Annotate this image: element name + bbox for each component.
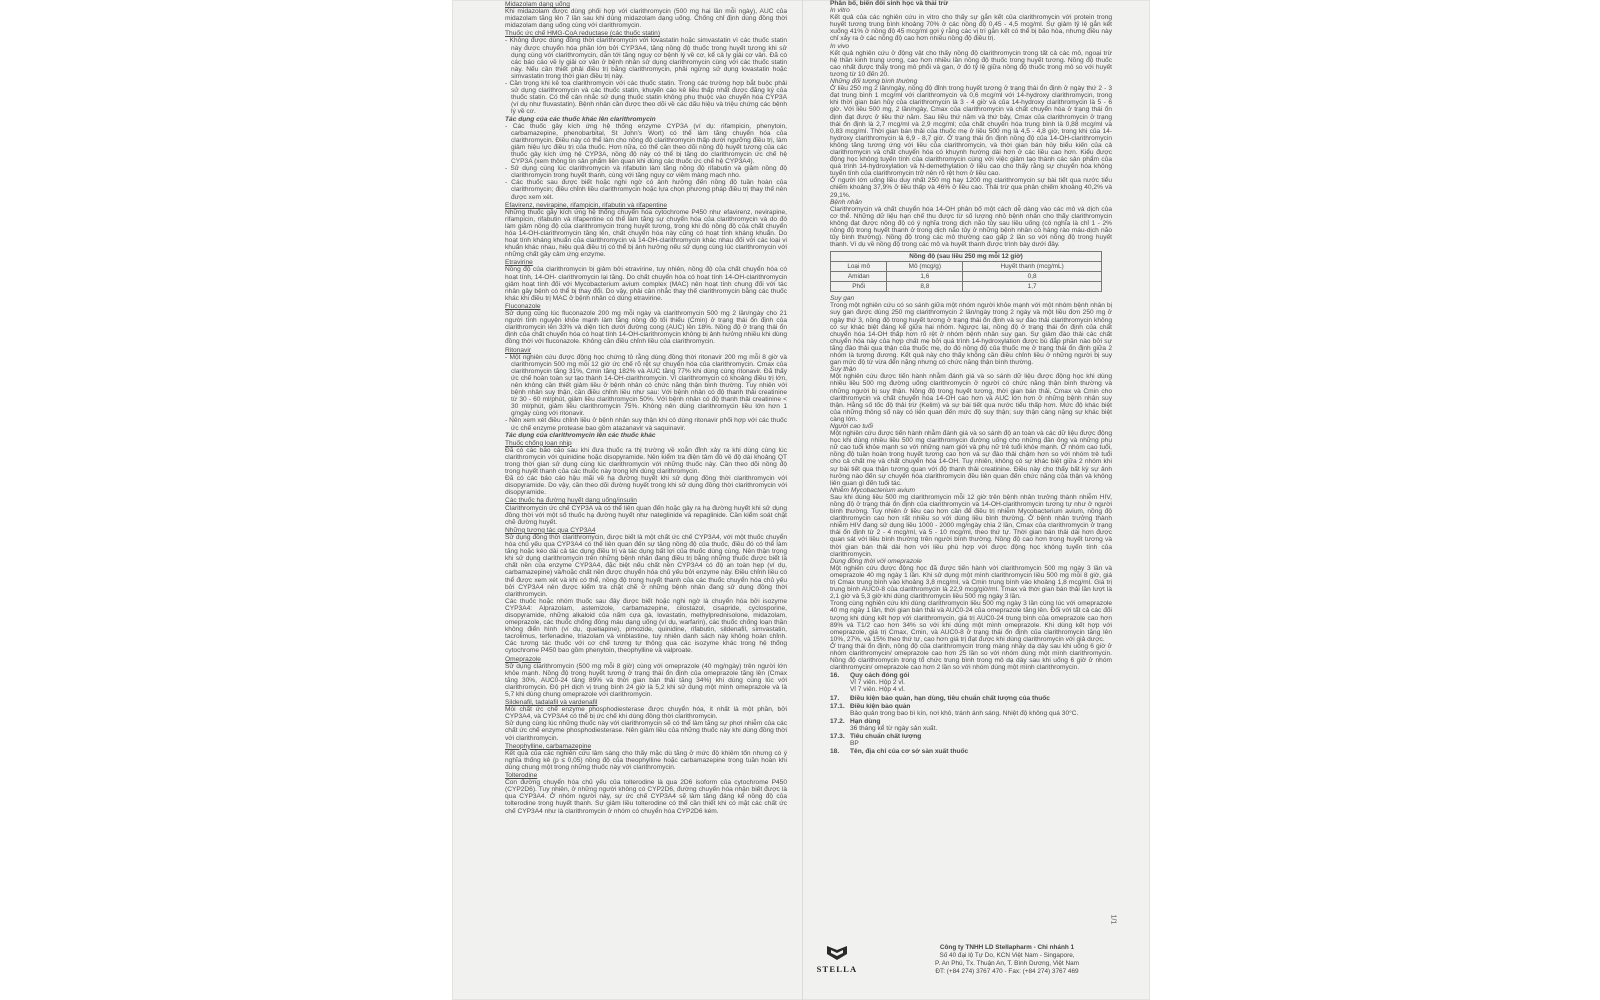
numbered-section-heading	[830, 718, 1112, 725]
company-name: Công ty TNHH LD Stellapharm - Chi nhánh 1	[939, 944, 1075, 951]
paragraph: Một nghiên cứu được tiến hành nhằm đánh giá và so sánh độ an toàn và các dữ liệu được động học khi dùng nhiều liều 500 mg clarithromycin đường uống cho những đàn ông và những phụ nữ cao tuổi khỏe mạnh so với những nam giới và phụ nữ trẻ tuổi khỏe mạnh. Ở nhóm cao tuổi, nồng độ tuần hoàn trong huyết tương cao hơn và sự đào thải chậm hơn so với nhóm trẻ tuổi cho cả chất mẹ và chất chuyển hóa 14-OH. Tuy nhiên, không có sự khác biệt giữa 2 nhóm khi sự bài tiết qua thận tương quan với độ thanh thải creatinine. Điều này cho thấy bất kỳ sự ảnh hưởng nào đến sự chuyển hóa clarithromycin đều liên quan đến chức năng của thận và không liên quan gì đến tuổi tác.	[830, 430, 1112, 487]
subheading: In vivo	[830, 42, 850, 50]
section-heading: Omeprazole	[505, 655, 541, 663]
section-title: Điều kiện bảo quản	[850, 702, 911, 710]
paragraph: Những thuốc gây kích ứng hệ thống chuyển hóa cytochrome P450 như efavirenz, nevirapine, rifampicin, rifabutin và rifapentine có thể làm tăng sự chuyển hóa của clarithromycin và do đó làm giảm nồng độ của clarithromycin trong huyết tương, trong khi đó nồng độ của chất chuyển hóa 14-OH-clarithromycin tăng lên, chất chuyển hóa này cũng có hoạt tính kháng khuẩn. Do hoạt tính kháng khuẩn của clarithromycin và 14-OH-clarithromycin khác nhau đối với các loại vi khuẩn khác nhau, hiệu quả điều trị có thể bị ảnh hưởng nếu sử dụng cùng lúc clarithromycin với những chất gây cảm ứng enzyme.	[505, 208, 787, 259]
table-cell: 1,7	[963, 282, 1102, 292]
paragraph: Một nghiên cứu được tiến hành nhằm đánh giá và so sánh dữ liệu được động học khi dùng nhiều liều 500 mg đường uống clarithromycin ở người có chức năng thận bình thường và những người bị suy thận. Nồng độ trong huyết tương, thời gian bán thải, Cmax và Cmin cho clarithromycin và chất chuyển hóa 14-OH cao hơn và AUC lớn hơn ở những bệnh nhân suy thận. Hằng số tốc độ thải trừ (Kelim) và sự bài tiết qua nước tiểu thấp hơn. Mức độ khác biệt của những thông số này có liên quan đến mức độ suy thận; suy thận càng nặng sự khác biệt càng lớn.	[830, 373, 1112, 423]
paragraph: Khi midazolam được dùng phối hợp với clarithromycin (500 mg hai lần mỗi ngày), AUC của midazolam tăng lên 7 lần sau khi dùng midazolam dạng uống. Chống chỉ định dùng đồng thời midazolam dạng uống cùng với clarithromycin.	[505, 8, 787, 30]
bullet-paragraph: - Cần trọng khi kê toa clarithromycin với các thuốc statin. Trong các trường hợp bắt buộc phải sử dụng clarithromycin và các thuốc statin, khuyến cáo kê liều thấp nhất được đăng ký của thuốc statin. Có thể cân nhắc sử dụng thuốc statin không phụ thuộc vào chuyển hóa CYP3A (ví dụ như fluvastatin). Bệnh nhân cần được theo dõi về các dấu hiệu và triệu chứng các bệnh lý về cơ.	[505, 80, 787, 116]
company-address-line: P. An Phú, Tx. Thuận An, T. Bình Dương, Việt Nam	[935, 960, 1079, 967]
section-number: 18.	[830, 748, 840, 756]
paragraph: Sử dụng clarithromycin (500 mg mỗi 8 giờ) cùng với omeprazole (40 mg/ngày) trên người lớn khỏe mạnh. Nồng độ trong huyết tương ở trạng thái ổn định của omeprazole tăng lên (Cmax tăng 30%, AUC0-24 tăng 89% và thời gian bán thải tăng 34%) khi dùng cùng lúc với clarithromycin. Độ pH dịch vị trung bình 24 giờ là 5,2 khi sử dụng một mình omeprazole và là 5,7 khi dùng chung omeprazole với clarithromycin.	[505, 662, 787, 698]
bullet-paragraph: - Không được dùng đồng thời clarithromycin với lovastatin hoặc simvastatin vì các thuốc statin này được chuyển hóa phần lớn bởi CYP3A4, tăng nồng độ thuốc trong huyết tương khi sử dụng cùng với clarithromycin, dẫn tới tăng nguy cơ bệnh lý về cơ, kể cả ly giải cơ vân. Đã có các báo cáo về ly giải cơ vân ở bệnh nhân sử dụng clarithromycin cùng với các thuốc statin này. Nếu cần thiết phải điều trị bằng clarithromycin, phải ngừng sử dụng lovastatin hoặc simvastatin trong thời gian điều trị này.	[505, 37, 787, 80]
table-title: Nồng độ (sau liều 250 mg mỗi 12 giờ)	[831, 252, 1102, 262]
manufacturer-footer	[812, 944, 1142, 990]
section-heading: Etravirine	[505, 259, 533, 267]
section-heading: Các thuốc hạ đường huyết dạng uống/insulin	[505, 497, 637, 505]
bullet-paragraph: - Các thuốc sau được biết hoặc nghi ngờ có ảnh hưởng đến nồng độ tuần hoàn của clarithromycin; điều chỉnh liều clarithromycin hoặc lựa chọn phương pháp điều trị thay thế nên được xem xét.	[505, 179, 787, 201]
page-number: 1/1	[1109, 914, 1117, 925]
bullet-paragraph: - Sử dụng cùng lúc clarithromycin và rifabutin làm tăng nồng độ rifabutin và giảm nồng độ clarithromycin trong huyết thanh, cùng với tăng nguy cơ viêm màng mạch nho.	[505, 165, 787, 180]
concentration-table	[830, 251, 1102, 292]
paragraph: Sau khi dùng liều 500 mg clarithromycin mỗi 12 giờ trên bệnh nhân trưởng thành nhiễm HIV, nồng độ ở trạng thái ổn định của clarithromycin và 14-OH-clarithromycin tương tự như ở người bình thường. Tuy nhiên ở liều cao hơn cần để điều trị nhiễm Mycobacterium avium, nồng độ clarithromycin cao hơn rất nhiều so với dùng liều bình thường. Ở bệnh nhân trưởng thành nhiễm HIV đang sử dụng liều 1000 - 2000 mg/ngày chia 2 lần, Cmax của clarithromycin ở trạng thái ổn định từ 2 - 4 mcg/ml, và 5 - 10 mcg/ml, theo thứ tự. Thời gian bán thải dài hơn được quan sát với liều bình thường trên người bình thường. Nồng độ cao hơn trong huyết tương và thời gian bán thải dài hơn với liều phù hợp với được động học không tuyến tính của clarithromycin.	[830, 493, 1112, 558]
section-heading: Tác dụng của clarithromycin lên các thuốc khác	[505, 431, 656, 439]
table-cell: 0,8	[963, 272, 1102, 282]
paragraph: Clarithromycin và chất chuyển hóa 14-OH phân bố một cách dễ dàng vào các mô và dịch của cơ thể. Những dữ liệu hạn chế thu được từ số lượng nhỏ bệnh nhân cho thấy clarithromycin không đạt được nồng độ có ý nghĩa trong dịch não tủy sau liều uống (có nghĩa là chỉ 1 - 2% nồng độ trong huyết thanh ở trong dịch não tủy ở những bệnh nhân có hàng rào máu-dịch não tủy bình thường). Nồng độ trong các mô thường cao gấp 2 lần so với nồng độ trong huyết thanh. Ví dụ về nồng độ trong các mô và huyết thanh được trình bày dưới đây.	[830, 205, 1112, 249]
bullet-paragraph: - Nên xem xét điều chỉnh liều ở bệnh nhân suy thận khi có dùng ritonavir phối hợp với các thuốc ức chế enzyme protease bao gồm atazanavir và saquinavir.	[505, 417, 787, 432]
section-heading: Thuốc chống loạn nhịp	[505, 439, 572, 447]
section-heading: Fluconazole	[505, 302, 541, 310]
section-number: 17.	[830, 694, 840, 702]
subheading: Dùng đồng thời với omeprazole	[830, 557, 922, 565]
paragraph: Con đường chuyển hóa chủ yếu của tolterodine là qua 2D6 isoform của cytochrome P450 (CYP2D6). Tuy nhiên, ở những người không có CYP2D6, đường chuyển hóa nhận biết được là qua CYP3A4. Ở nhóm người này, sự ức chế CYP3A4 sẽ làm tăng đáng kể nồng độ của tolterodine trong huyết thanh. Sự giảm liều tolterodine có thể cần thiết khi có mặt các chất ức chế CYP3A4 như là clarithromycin ở nhóm có chuyển hóa CYP2D6 kém.	[505, 779, 787, 815]
section-number: 17.2.	[830, 717, 845, 725]
numbered-section-heading	[830, 695, 1112, 702]
paragraph: Sử dụng cùng lúc những thuốc này với clarithromycin sẽ có thể làm tăng sự phơi nhiễm của các chất ức chế enzyme phosphodiesterase. Nên giảm liều của những thuốc này khi dùng đồng thời với clarithromycin.	[505, 720, 787, 742]
bullet-paragraph: - Một nghiên cứu được động học chứng tỏ rằng dùng đồng thời ritonavir 200 mg mỗi 8 giờ và clarithromycin 500 mg mỗi 12 giờ ức chế rõ rệt sự chuyển hóa của clarithromycin. Cmax của clarithromycin tăng 31%, Cmin tăng 182% và AUC tăng 77% khi dùng cùng ritonavir. Đã thấy ức chế hoàn toàn sự tạo thành 14-OH-clarithromycin. Vì clarithromycin có khoảng điều trị lớn, nên không cần thiết giảm liều ở bệnh nhân có chức năng thận bình thường. Tuy nhiên với bệnh nhân suy thận, cần điều chỉnh liều như sau: Với bệnh nhân có độ thanh thải creatinine từ 30 - 60 ml/phút, giảm liều clarithromycin 50%. Với bệnh nhân có độ thanh thải creatinine < 30 ml/phút, giảm liều clarithromycin 75%. Không nên dùng clarithromycin liều lớn hơn 1 g/ngày cùng với ritonavir.	[505, 353, 787, 418]
table-cell: Amidan	[831, 272, 887, 282]
subheading: In vitro	[830, 7, 850, 15]
section-title: Quy cách đóng gói	[850, 672, 910, 680]
paragraph: Kết quả của các nghiên cứu lâm sàng cho thấy mặc dù tăng ở mức độ khiêm tốn nhưng có ý nghĩa thống kê (p ≤ 0,05) nồng độ của theophylline hoặc carbamazepine trong tuần hoàn khi dùng chung một trong những thuốc này với clarithromycin.	[505, 749, 787, 771]
table-cell: Phổi	[831, 282, 887, 292]
numbered-section-heading	[830, 703, 1112, 710]
paragraph: Sử dụng cùng lúc fluconazole 200 mg mỗi ngày và clarithromycin 500 mg 2 lần/ngày cho 21 người tình nguyện khỏe mạnh làm tăng nồng độ tối thiểu (Cmin) ở trạng thái ổn định của clarithromycin lên 33% và diện tích dưới đường cong (AUC) lên 18%. Nồng độ ở trạng thái ổn định của chất chuyển hóa có hoạt tính 14-OH-clarithromycin không bị ảnh hưởng nhiều khi dùng đồng thời với fluconazole. Không cần điều chỉnh liều của clarithromycin.	[505, 310, 787, 346]
paragraph: Đã có các báo cáo sau khi đưa thuốc ra thị trường về xoắn đỉnh xảy ra khi dùng cùng lúc clarithromycin với quinidine hoặc disopyramide. Nên kiểm tra điện tâm đồ về độ dài khoảng QT trong thời gian sử dụng cùng lúc clarithromycin với những thuốc này. Cần theo dõi nồng độ trong huyết thanh của các thuốc này trong khi dùng clarithromycin.	[505, 446, 787, 476]
stella-logo	[812, 944, 862, 974]
paragraph: Ở trạng thái ổn định, nồng độ của clarithromycin trong màng nhầy dạ dày sau khi uống 6 giờ ở nhóm clarithromycin/ omeprazole cao hơn 25 lần so với nhóm dùng một mình clarithromycin. Nồng độ clarithromycin trong tổ chức trung bình trong mô dạ dày sau khi uống 6 giờ ở nhóm clarithromycin/ omeprazole cao hơn 2 lần so với nhóm dùng một mình clarithromycin.	[830, 642, 1112, 672]
company-info	[892, 944, 1122, 976]
section-heading: Phân bố, biến đổi sinh học và thải trừ	[830, 0, 948, 7]
section-title: Tiêu chuẩn chất lượng	[850, 733, 922, 740]
section-heading: Sildenafil, tadalafil và vardenafil	[505, 699, 598, 707]
section-line: Vỉ 7 viên. Hộp 2 vỉ.	[850, 679, 905, 687]
paragraph: Sử dụng đồng thời clarithromycin, được biết là một chất ức chế CYP3A4, với một thuốc chuyển hóa chủ yếu qua CYP3A4 có thể liên quan đến sự tăng nồng độ của thuốc, điều đó có thể làm tăng hoặc kéo dài cả tác dụng điều trị và tác dụng bất lợi của thuốc dùng cùng. Nên thận trọng khi sử dụng clarithromycin trên những bệnh nhân đang điều trị bằng những thuốc được biết là chất nền của enzyme CYP3A4, đặc biệt nếu chất nền CYP3A4 có độ an toàn hẹp (ví dụ, carbamazepine) và/hoặc chất nền được chuyển hóa chủ yếu bởi enzyme này. Điều chỉnh liều có thể được xem xét và khi có thể, nồng độ trong huyết thanh của các thuốc chuyển hóa chủ yếu bởi CYP3A4 nên được kiểm tra chặt chẽ ở những bệnh nhân đang sử dụng đồng thời clarithromycin.	[505, 533, 787, 598]
section-title: Tên, địa chỉ của cơ sở sản xuất thuốc	[850, 748, 969, 756]
paragraph: Đã có các báo cáo hậu mãi về hạ đường huyết khi sử dụng đồng thời clarithromycin với disopyramide. Do vậy, cần theo dõi đường huyết trong khi sử dụng đồng thời clarithromycin với disopyramide.	[505, 475, 787, 497]
section-number: 16.	[830, 672, 840, 680]
section-heading: Efavirenz, nevirapine, rifampicin, rifabutin và rifapentine	[505, 201, 667, 209]
pharmacokinetics-section	[830, 0, 1112, 248]
table-cell: 1,6	[887, 272, 963, 282]
subheading: Bệnh nhân	[830, 198, 862, 206]
section-number: 17.3.	[830, 733, 845, 740]
table-header-cell: Huyết thanh (mcg/mL)	[963, 262, 1102, 272]
paragraph: Ở liều 250 mg 2 lần/ngày, nồng độ đỉnh trong huyết tương ở trạng thái ổn định ở ngày thứ 2 - 3 đạt trung bình 1 mcg/ml với clarithromycin và 0,6 mcg/ml với 14-hydroxy clarithromycin, trong khi thời gian bán hủy của clarithromycin là 3 - 4 giờ và của 14-hydroxy clarithromycin là 5 - 6 giờ. Với liều 500 mg, 2 lần/ngày, Cmax của clarithromycin và chất chuyển hóa ở trạng thái ổn định đạt được ở liều thứ năm. Sau liều thứ năm và thứ bảy, Cmax của clarithromycin ở trạng thái ổn định là 2,7 mcg/ml và 2,9 mcg/ml; của chất chuyển hóa trung bình là 0,88 mcg/ml và 0,83 mcg/ml. Thời gian bán thải của thuốc mẹ ở liều 500 mg là 4,5 - 4,8 giờ, trong khi của 14-hydroxy clarithromycin là 6,9 - 8,7 giờ. Ở trạng thái ổn định nồng độ của 14-OH-clarithromycin không tăng tương ứng với liều của clarithromycin, và thời gian bán hủy biểu kiến của cả clarithromycin và chất chuyển hóa có khuynh hướng dài hơn ở các liều cao hơn. Kiểu được động học không tuyến tính của clarithromycin cùng với việc giảm tạo thành các sản phẩm của quá trình 14-hydroxylation và N-demethylation ở liều cao cho thấy rằng sự chuyển hóa không tuyến tính của clarithromycin trở nên rõ rệt hơn ở liều cao.	[830, 85, 1112, 178]
section-title: Hạn dùng	[850, 717, 881, 725]
special-populations-section	[830, 295, 1112, 671]
section-number: 17.1.	[830, 702, 845, 710]
table-row	[831, 272, 1102, 282]
left-text-column	[505, 0, 787, 1000]
logo-text: STELLA	[816, 964, 858, 974]
section-heading: Thuốc ức chế HMG-CoA reductase (các thuốc statin)	[505, 30, 661, 38]
subheading: Nhiễm Mycobacterium avium	[830, 486, 916, 494]
table-header-cell: Loại mô	[831, 262, 887, 272]
section-heading: Tác dụng của các thuốc khác lên clarithromycin	[505, 115, 656, 123]
paragraph: Kết quả của các nghiên cứu in vitro cho thấy sự gắn kết của clarithromycin với protein trong huyết tương trung bình khoảng 70% ở các nồng độ 0,45 - 4,5 mcg/ml. Sự giảm tỷ lệ gắn kết xuống 41% ở nồng độ 45 mcg/ml gợi ý rằng các vị trí gắn kết có thể bị bão hòa, nhưng điều này chỉ xảy ra ở các nồng độ cao hơn nhiều nồng độ điều trị.	[830, 14, 1112, 43]
section-line: Vỉ 7 viên. Hộp 4 vỉ.	[850, 686, 905, 694]
table-header-cell: Mô (mcg/g)	[887, 262, 963, 272]
subheading: Người cao tuổi	[830, 422, 873, 430]
numbered-section-heading	[830, 733, 1112, 740]
paragraph: Các thuốc hoặc nhóm thuốc sau đây được biết hoặc nghi ngờ là chuyển hóa bởi isozyme CYP3A4: Alprazolam, astemizole, carbamazepine, cilostazol, cisapride, cyclosporine, disopyramide, những alkaloid của nấm cựa gà, lovastatin, methylprednisolone, midazolam, omeprazole, các thuốc chống đông máu dạng uống (ví dụ, warfarin), các thuốc chống loạn thần không điển hình (ví dụ, quetiapine), pimozide, quinidine, rifabutin, sildenafil, simvastatin, tacrolimus, terfenadine, triazolam và vinblastine, tuy nhiên danh sách này không hoàn chỉnh. Các tương tác thuốc với cơ chế tương tự thông qua các isozyme khác trong hệ thống cytochrome P450 bao gồm phenytoin, theophylline và valproate.	[505, 597, 787, 655]
section-line: Bảo quản trong bao bì kín, nơi khô, tránh ánh sáng. Nhiệt độ không quá 30°C.	[850, 709, 1079, 717]
paragraph: Clarithromycin ức chế CYP3A và có thể liên quan đến hoặc gây ra hạ đường huyết khi sử dụng đồng thời với một số thuốc hạ đường huyết như nateglinide và repaglinide. Cần kiểm soát chặt chẽ đường huyết.	[505, 504, 787, 526]
section-heading: Theophylline, carbamazepine	[505, 742, 592, 750]
stella-logo-icon	[825, 944, 849, 962]
section-heading: Tolterodine	[505, 772, 538, 780]
numbered-section-heading	[830, 748, 1112, 755]
section-heading: Những tương tác qua CYP3A4	[505, 526, 596, 534]
table-row	[831, 282, 1102, 292]
paragraph: Nồng độ của clarithromycin bị giảm bởi etravirine, tuy nhiên, nồng độ của chất chuyển hóa có hoạt tính, 14-OH- clarithromycin lại tăng. Do chất chuyển hóa có hoạt tính 14-OH-clarithromycin giảm hoạt tính đối với Mycobacterium avium complex (MAC) nên hoạt tính chung đối với tác nhân gây bệnh có thể bị thay đổi. Do vậy, phải cân nhắc thay thế clarithromycin bằng các thuốc khác khi điều trị MAC ở bệnh nhân có dùng etravirine.	[505, 266, 787, 302]
paragraph: Mỗi chất ức chế enzyme phosphodiesterase được chuyển hóa, ít nhất là một phần, bởi CYP3A4, và CYP3A4 có thể bị ức chế khi dùng đồng thời clarithromycin.	[505, 706, 787, 721]
fold-line	[802, 0, 803, 1000]
subheading: Suy gan	[830, 295, 855, 303]
paragraph: Trong một nghiên cứu có so sánh giữa một nhóm người khỏe mạnh với một nhóm bệnh nhân bị suy gan được dùng 250 mg clarithromycin 2 lần/ngày trong 2 ngày và một liều đơn 250 mg ở ngày thứ 3, nồng độ trong huyết tương ở trạng thái ổn định và sự đào thải clarithromycin không có sự khác biệt đáng kể giữa hai nhóm. Ngược lại, nồng độ ở trạng thái ổn định của chất chuyển hóa 14-OH thấp hơn rõ rệt ở nhóm bệnh nhân suy gan. Sự giảm đào thải các chất chuyển hóa này của hợp chất mẹ bởi quá trình 14-hydroxylation được bù đắp phần nào bởi sự tăng đào thải qua thận của thuốc mẹ, do đó nồng độ của thuốc mẹ ở trạng thái ổn định giữa 2 nhóm là tương đương. Kết quả này cho thấy không cần điều chỉnh liều ở những người bị suy gan mức độ từ vừa đến nặng nhưng có chức năng thận bình thường.	[830, 302, 1112, 367]
paragraph: Trong cùng nghiên cứu khi dùng clarithromycin liều 500 mg ngày 3 lần cùng lúc với omeprazole 40 mg ngày 1 lần, thời gian bán thải và AUC0-24 của omeprazole tăng lên. Đối với tất cả các đối tượng khi dùng kết hợp với clarithromycin, giá trị AUC0-24 trung bình của omeprazole cao hơn 89% và T1/2 cao hơn 34% so với khi dùng một mình omeprazole. Khi dùng kết hợp với omeprazole, giá trị Cmax, Cmin, và AUC0-8 ở trạng thái ổn định của clarithromycin tăng lên 10%, 27%, và 15% theo thứ tự, cao hơn giá trị đạt được khi dùng clarithromycin với giả dược.	[830, 600, 1112, 643]
numbered-sections	[830, 672, 1112, 755]
right-text-column	[830, 0, 1112, 1000]
paragraph: Một nghiên cứu được động học đã được tiến hành với clarithromycin 500 mg ngày 3 lần và omeprazole 40 mg ngày 1 lần. Khi sử dụng một mình clarithromycin liều 500 mg mỗi 8 giờ, giá trị Cmax trung bình vào khoảng 3,8 mcg/ml, và Cmin trung bình vào khoảng 1,8 mcg/ml. Giá trị trung bình AUC0-8 của clarithromycin là 22,9 mcg/giờ/ml. Tmax và thời gian bán thải lần lượt là 2,1 giờ và 5,3 giờ khi dùng clarithromycin liều 500 mg ngày 3 lần.	[830, 564, 1112, 601]
section-line: 36 tháng kể từ ngày sản xuất.	[850, 724, 938, 732]
company-contact: ĐT: (+84 274) 3767 470 - Fax: (+84 274) 3767 469	[935, 968, 1079, 975]
company-address-line: Số 40 đại lộ Tự Do, KCN Việt Nam - Singapore,	[939, 952, 1075, 959]
section-title: Điều kiện bảo quản, hạn dùng, tiêu chuẩn chất lượng của thuốc	[850, 694, 1050, 702]
subheading: Suy thận	[830, 366, 857, 374]
section-heading: Midazolam dạng uống	[505, 1, 570, 8]
section-line: BP	[850, 740, 859, 748]
subheading: Những đối tượng bình thường	[830, 78, 918, 86]
section-heading: Ritonavir	[505, 346, 532, 354]
bullet-paragraph: - Các thuốc gây kích ứng hệ thống enzyme CYP3A (ví dụ: rifampicin, phenytoin, carbamazepine, phenobarbital, St John's Wort) có thể làm tăng chuyển hóa của clarithromycin. Điều này có thể làm cho nồng độ clarithromycin thấp dưới ngưỡng điều trị, làm giảm hiệu lực điều trị của thuốc. Hơn nữa, có thể cần theo dõi nồng độ huyết tương của các thuốc gây kích ứng hệ CYP3A, nồng độ này có thể bị tăng do clarithromycin ức chế hệ CYP3A (xem thông tin sản phẩm liên quan khi dùng các thuốc ức chế hệ CYP3A4).	[505, 122, 787, 166]
paragraph: Ở người lớn uống liều duy nhất 250 mg hay 1200 mg clarithromycin sự bài tiết qua nước tiểu chiếm khoảng 37,9% ở liều thấp và 46% ở liều cao. Thải trừ qua phân chiếm khoảng 40,2% và 29,1%.	[830, 177, 1112, 199]
paragraph: Kết quả nghiên cứu ở động vật cho thấy nồng độ clarithromycin trong tất cả các mô, ngoại trừ hệ thần kinh trung ương, cao hơn nhiều lần nồng độ thuốc trong huyết tương. Nồng độ thuốc cao nhất được thấy trong mô phổi và gan, ở đó tỷ lệ giữa nồng độ thuốc trong mô so với huyết tương từ 10 đến 20.	[830, 49, 1112, 78]
table-cell: 8,8	[887, 282, 963, 292]
